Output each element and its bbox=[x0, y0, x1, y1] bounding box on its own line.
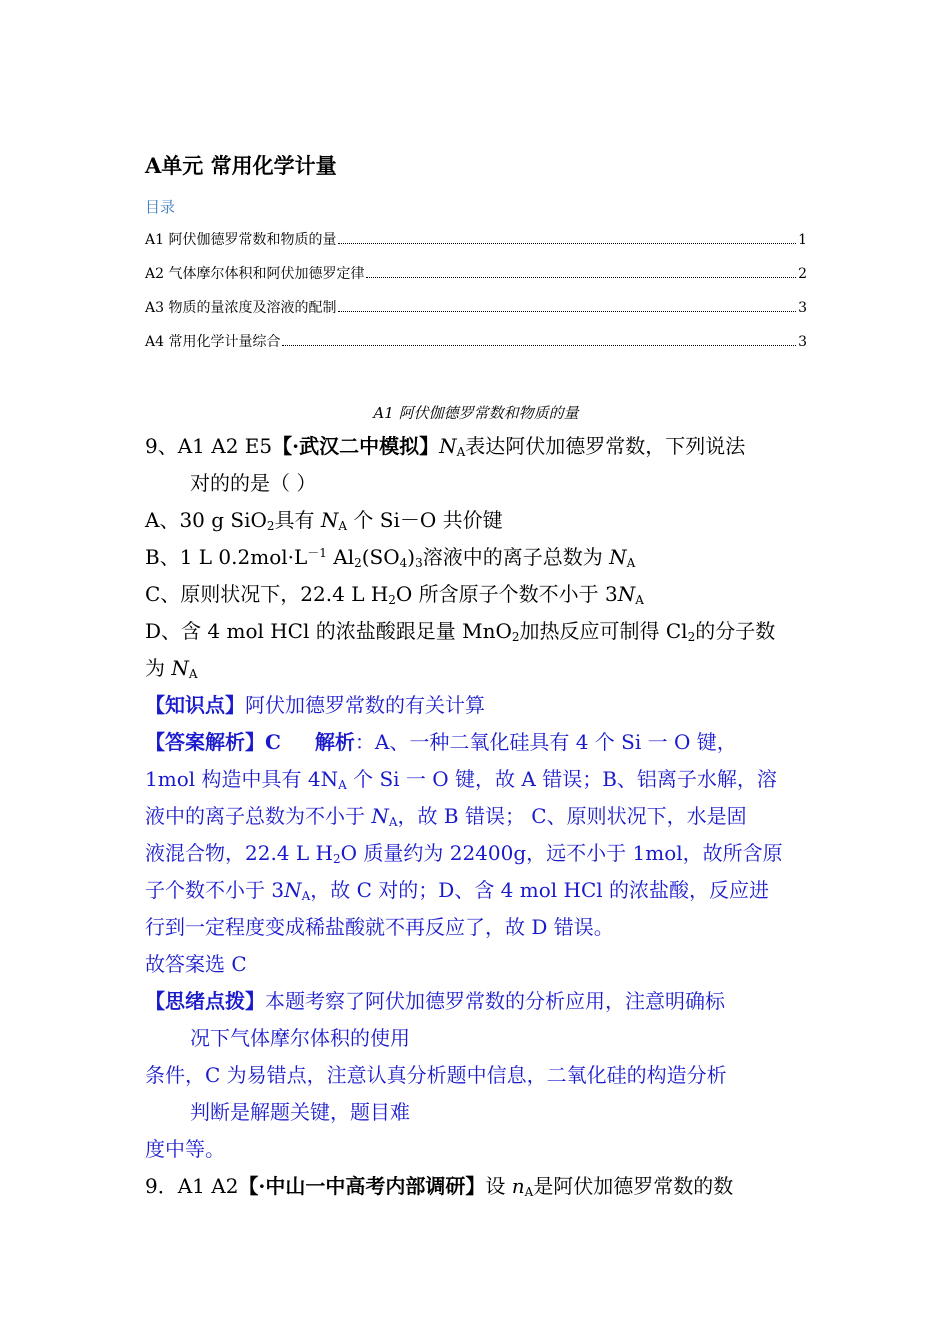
knowledge-point: 【知识点】阿伏加德罗常数的有关计算 bbox=[145, 693, 485, 717]
toc-leader bbox=[282, 345, 796, 346]
toc-heading: 目录 bbox=[145, 198, 176, 216]
unit-title: A单元 常用化学计量 bbox=[145, 153, 337, 178]
thinking-tip-line: 况下气体摩尔体积的使用 bbox=[190, 1026, 410, 1050]
thinking-tip: 【思绪点拨】本题考察了阿伏加德罗常数的分析应用，注意明确标 bbox=[145, 989, 725, 1013]
toc-leader bbox=[338, 311, 796, 312]
toc-entry-page: 2 bbox=[798, 266, 807, 282]
toc-entry-page: 1 bbox=[798, 232, 807, 248]
option-d[interactable]: D、含 4 mol HCl 的浓盐酸跟足量 MnO$_2$加热反应可制得 $Cl_2$的分子数 bbox=[145, 619, 776, 644]
answer-analysis-line: 液中的离子总数为不小于 $N_A$，故 B 错误； C、原则状况下，水是固 bbox=[145, 804, 747, 829]
toc-entry-page: 3 bbox=[798, 334, 807, 350]
toc-entry-label: A2 气体摩尔体积和阿伏加德罗定律 bbox=[145, 266, 365, 282]
thinking-tip-line: 条件，C 为易错点，注意认真分析题中信息，二氧化硅的构造分析 bbox=[145, 1063, 727, 1087]
question-stem: 9．A1 A2【·中山一中高考内部调研】设 $n_A$是阿伏加德罗常数的数 bbox=[145, 1174, 734, 1199]
toc-entry-page: 3 bbox=[798, 300, 807, 316]
toc-leader bbox=[366, 277, 796, 278]
answer-analysis-line: 1mol 构造中具有 $4N_A$ 个 Si 一 O 键，故 A 错误；B、铝离子水解，溶 bbox=[145, 767, 777, 792]
answer-analysis-line: 行到一定程度变成稀盐酸就不再反应了，故 D 错误。 bbox=[145, 915, 614, 939]
answer-analysis-line: 子个数不小于 $3N_A$，故 C 对的；D、含 4 mol HCl 的浓盐酸，反应进 bbox=[145, 878, 770, 903]
toc-entry-label: A4 常用化学计量综合 bbox=[145, 334, 281, 350]
toc-entry-label: A1 阿伏伽德罗常数和物质的量 bbox=[145, 232, 337, 248]
option-c[interactable]: C、原则状况下，22.4 L $H_2O$ 所含原子个数不小于 $3N_A$ bbox=[145, 582, 644, 607]
thinking-tip-line: 度中等。 bbox=[145, 1137, 225, 1161]
toc-entry[interactable] bbox=[145, 263, 807, 283]
option-d-cont: 为 $N_A$ bbox=[145, 656, 198, 681]
option-a[interactable]: A、30 g SiO$_2$具有 $N_A$ 个 Si－O 共价键 bbox=[145, 508, 503, 533]
toc-leader bbox=[338, 243, 796, 244]
option-b[interactable]: B、1 L $0.2mol\cdot L^{-1}$ $Al_2(SO_4)_3$溶液中的离子总数为 $N_A$ bbox=[145, 545, 636, 570]
question-stem-cont: 对的的是（ ） bbox=[190, 471, 317, 495]
toc-entry[interactable] bbox=[145, 229, 807, 249]
answer-analysis-line: 液混合物，22.4 L $H_2O$ 质量约为 22400g，远不小于 1mol，故所含原 bbox=[145, 841, 783, 866]
answer-analysis: 【答案解析】C 解析：A、一种二氧化硅具有 4 个 Si 一 O 键， bbox=[145, 730, 737, 754]
answer-conclusion: 故答案选 C bbox=[145, 952, 247, 976]
toc-entry-label: A3 物质的量浓度及溶液的配制 bbox=[145, 300, 337, 316]
question-stem: 9、A1 A2 E5【·武汉二中模拟】$N_A$表达阿伏加德罗常数，下列说法 bbox=[145, 434, 746, 459]
thinking-tip-line: 判断是解题关键，题目难 bbox=[190, 1100, 410, 1124]
toc-entry[interactable] bbox=[145, 297, 807, 317]
toc-entry[interactable] bbox=[145, 331, 807, 351]
section-heading: A1 阿伏伽德罗常数和物质的量 bbox=[373, 404, 579, 422]
